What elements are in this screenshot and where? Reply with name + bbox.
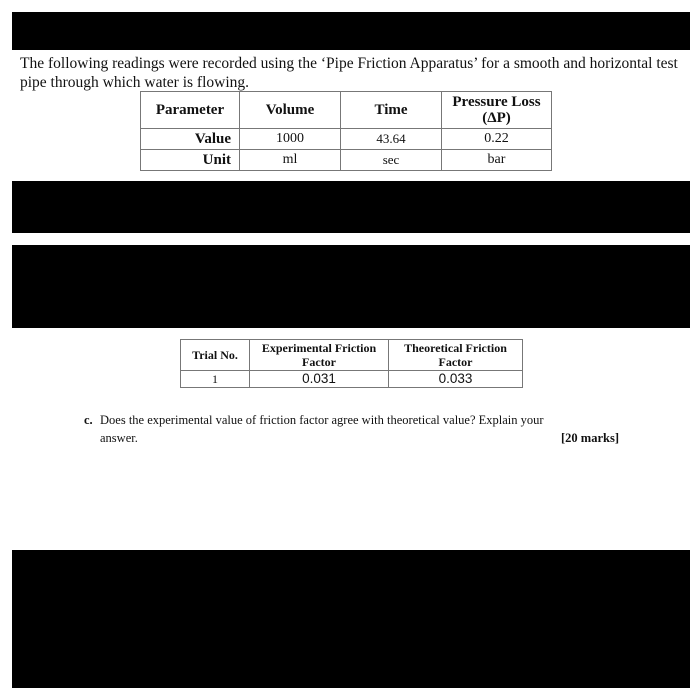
trial-number: 1 — [181, 371, 250, 388]
unit-volume: ml — [240, 150, 341, 171]
header-parameter: Parameter — [141, 92, 240, 129]
redaction-bar-bottom — [12, 550, 690, 688]
question-text-line1: Does the experimental value of friction factor agree with theoretical value? Explain your — [100, 413, 544, 427]
question-line2 — [84, 429, 619, 447]
header-pressure-line1: Pressure Loss — [452, 94, 541, 110]
unit-row-label: Unit — [141, 150, 240, 171]
readings-value-row — [141, 129, 552, 150]
header-experimental-line2: Factor — [302, 355, 336, 369]
friction-header-row — [181, 340, 523, 371]
readings-unit-row — [141, 150, 552, 171]
unit-pressure: bar — [442, 150, 552, 171]
question-marks: [20 marks] — [561, 431, 619, 445]
question-c — [84, 411, 619, 447]
header-pressure-line2: (ΔP) — [482, 110, 511, 126]
value-time: 43.64 — [341, 129, 442, 150]
value-row-label: Value — [141, 129, 240, 150]
redaction-bar-top — [12, 12, 690, 50]
header-trial-no: Trial No. — [181, 340, 250, 371]
header-experimental — [250, 340, 389, 371]
header-experimental-line1: Experimental Friction — [261, 341, 377, 355]
value-volume: 1000 — [240, 129, 341, 150]
readings-header-row — [141, 92, 552, 129]
header-pressure-loss — [442, 92, 552, 129]
value-pressure: 0.22 — [442, 129, 552, 150]
table-row — [181, 371, 523, 388]
readings-table — [140, 91, 552, 171]
friction-factor-table — [180, 339, 523, 388]
header-theoretical-line2: Factor — [438, 355, 473, 369]
theoretical-friction-value: 0.033 — [389, 371, 523, 388]
redaction-bar-middle — [12, 181, 690, 233]
intro-paragraph: The following readings were recorded using the ‘Pipe Friction Apparatus’ for a smooth and horizontal test pipe through which water is flowing. — [20, 55, 678, 91]
question-line1 — [84, 411, 619, 429]
experimental-friction-value: 0.031 — [250, 371, 389, 388]
redaction-bar-lower — [12, 245, 690, 328]
header-theoretical-line1: Theoretical Friction — [404, 341, 507, 355]
question-text-line2: answer. — [100, 431, 138, 445]
header-volume: Volume — [240, 92, 341, 129]
unit-time: sec — [341, 150, 442, 171]
header-time: Time — [341, 92, 442, 129]
header-theoretical — [389, 340, 523, 371]
question-label: c. — [84, 413, 93, 427]
